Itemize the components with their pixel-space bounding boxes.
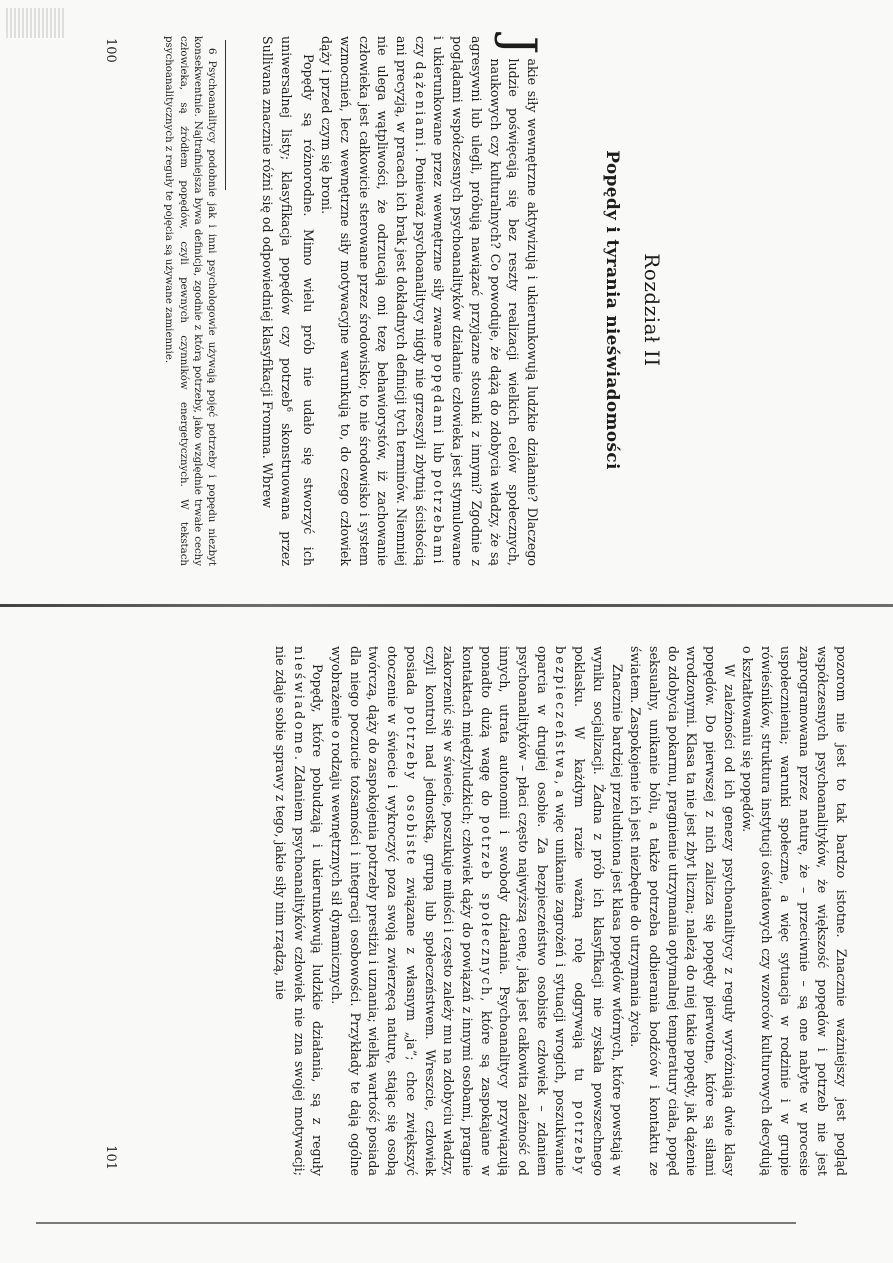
paragraph-3-mid-2: , które są zaspokajane w kontaktach międzyludzkich; człowiek dąży do powiązań z innymi osobami, pragnie zakorzenić się w świecie, poszukuje miłości i często zależy mu na zdobyciu władzy, czyli kontroli nad jednostką, grupą lub społeczeństwem. Wreszcie, człowiek posiada [403,646,494,1176]
paragraph-2-text: Popędy są różnorodne. Mimo wielu prób nie udało się stworzyć ich uniwersalnej listy; klasyfikacja popędów czy potrzeb [278,36,316,566]
paragraph-2-end: skonstruowana przez Sullivana znacznie różni się od odpowiedniej klasyfikacji Fromma. Wbrew [259,36,294,566]
paragraph-2 [257,36,316,566]
paragraph-4 [270,646,326,1176]
chapter-title: Popędy i tyrania nieświadomości [602,150,622,470]
page-101-body [270,646,850,1176]
book-page-101 [96,640,866,1200]
page-number: 100 [103,38,118,63]
paragraph-3 [326,646,625,1176]
spaced-term-popedami: popędami [431,353,447,436]
page-number: 101 [103,1145,118,1170]
spaced-term-bezpieczenstwa: potrzeby bezpieczeństwa [553,646,588,1176]
footnote-ref: 6 [284,406,294,412]
scan-bottom-edge [36,1222,796,1224]
paragraph-1-end: . Ponieważ psychoanalitycy nigdy nie grzeszyli zbytnią ścisłością ani precyzją, w pracach ich brak jest dokładnych definicji tych terminów. Niemniej nie ulega wątpliwości, że odrzucają oni tezę behawiorystów, iż zachowanie człowieka jest całkowicie sterowane przez środowisko; to nie środowisko i system wzmocnień, lecz wewnętrzne siły motywacyjne warunkują to, do czego człowiek dąży i przed czym się broni. [319,36,428,566]
drop-cap: J [493,36,547,55]
paragraph-4-end: . Zdaniem psychoanalityków człowiek nie zna swojej motywacji; nie zdaje sobie sprawy z tego, jakie siły nim rządzą, nie [272,646,307,1176]
paragraph-2: W zależności od ich genezy psychoanalitycy z reguły wyróżniają dwie klasy popędów. Do pierwszej z nich zalicza się popędy pierwotne, które są siłami wrodzonymi. Klasa ta nie jest zbyt liczna; należą do niej takie popędy, jak dążenie do zdobycia pokarmu, pragnienie utrzymania optymalnej temperatury ciała, popęd seksualny, unikanie bólu, a także potrzeba odbierania bodźców i kontaktu ze światem. Zaspokojenie ich jest niezbędne do utrzymania życia. [628,646,737,1176]
paragraph-1-joiner-2: czy [412,36,428,62]
paragraph-3-mid: , a więc unikanie zagrożeń i sytuacji wrogich, poszukiwanie oparcia w drugiej osobie. Za bezpieczeństwo osobiste człowiek – zdaniem psychoanalityków – płaci często najwyższą cenę, jaką jest całkowita zależność od innych, utrata autonomii i swobody działania. Psychoanalitycy przywiązują ponadto dużą wagę do [478,646,569,1176]
spaced-term-osobiste: potrzeby osobiste [403,706,419,867]
footnote-rule [225,40,226,190]
paragraph-1-text: akie siły wewnętrzne aktywizują i ukierunkowują ludzkie działanie? Dlaczego ludzie poświęcają się bez reszty realizacji wielkich celów społecznych, naukowych czy kulturalnych? Co powoduje, że dążą do zdobycia władzy, że są agresywni lub ulegli, próbują nawiązać przyjazne stosunki z innymi? Zgodnie z poglądami współczesnych psychoanalityków działanie człowieka jest stymulowane i ukierunkowane przez wewnętrzne siły zwane [431,36,540,566]
paragraph-1 [317,36,547,566]
spaced-term-potrzebami: potrzebami [431,469,447,566]
paragraph-3-text: Znacznie bardziej przeludniona jest klasa popędów wtórnych, które powstają w wyniku socjalizacji. Żadna z prób ich klasyfikacji nie zyskała powszechnego poklasku. W każdym razie ważną rolę odgrywają tu [572,646,625,1176]
paragraph-1: pozorom nie jest to tak bardzo istotne. Znacznie ważniejszy jest pogląd współczesnych psychoanalityków, że większość popędów i potrzeb nie jest zaprogramowana przez naturę, że – przeciwnie – są one nabyte w procesie uspołecznienia; warunki społeczne, a więc sytuacja w rodzinie i w grupie rówieśników, struktura instytucji oświatowych czy wzorców kulturowych decydują o kształtowaniu się popędów. [740,646,849,1176]
spaced-term-nieswiadome: nieświadome [291,646,307,756]
chapter-label: Rozdział II [640,253,664,367]
book-page-100 [96,30,866,590]
spaced-term-spolecznych: potrzeb społecznych [478,815,494,998]
paragraph-3-end: związane z własnym „ja”; chce zwiększyć otoczenie w świecie i wykroczyć poza swoją zwierzęcą naturę, stając się osobą twórczą, dąży do zaspokojenia potrzeby prestiżu i uznania; wielką wartość posiada dla niego poczucie tożsamości i integracji osobowości. Przykłady te dają ogólne wyobrażenie o rodzaju wewnętrznych sił dynamicznych. [329,646,419,1176]
book-gutter-line [0,604,893,607]
paragraph-4-text: Popędy, które pobudzają i ukierunkowują ludzkie działania, są z reguły [310,664,326,1176]
paragraph-1-joiner: lub [431,435,447,470]
scan-artifact [6,8,64,38]
page-100-body [257,36,547,566]
spaced-term-dazeniami: dążeniami [412,61,428,149]
footnote: 6 Psychoanalitycy podobnie jak i inni psychologowie używają pojęć potrzeby i popędu niezbyt konsekwentnie. Najtrafniejsza bywa definicja, zgodnie z którą potrzeby, jako względnie trwałe cechy człowieka, są źródłem popędów, czyli pewnych czynników energetycznych. W tekstach psychoanalitycznych z reguły te pojęcia są używane zamiennie. [163,36,217,566]
